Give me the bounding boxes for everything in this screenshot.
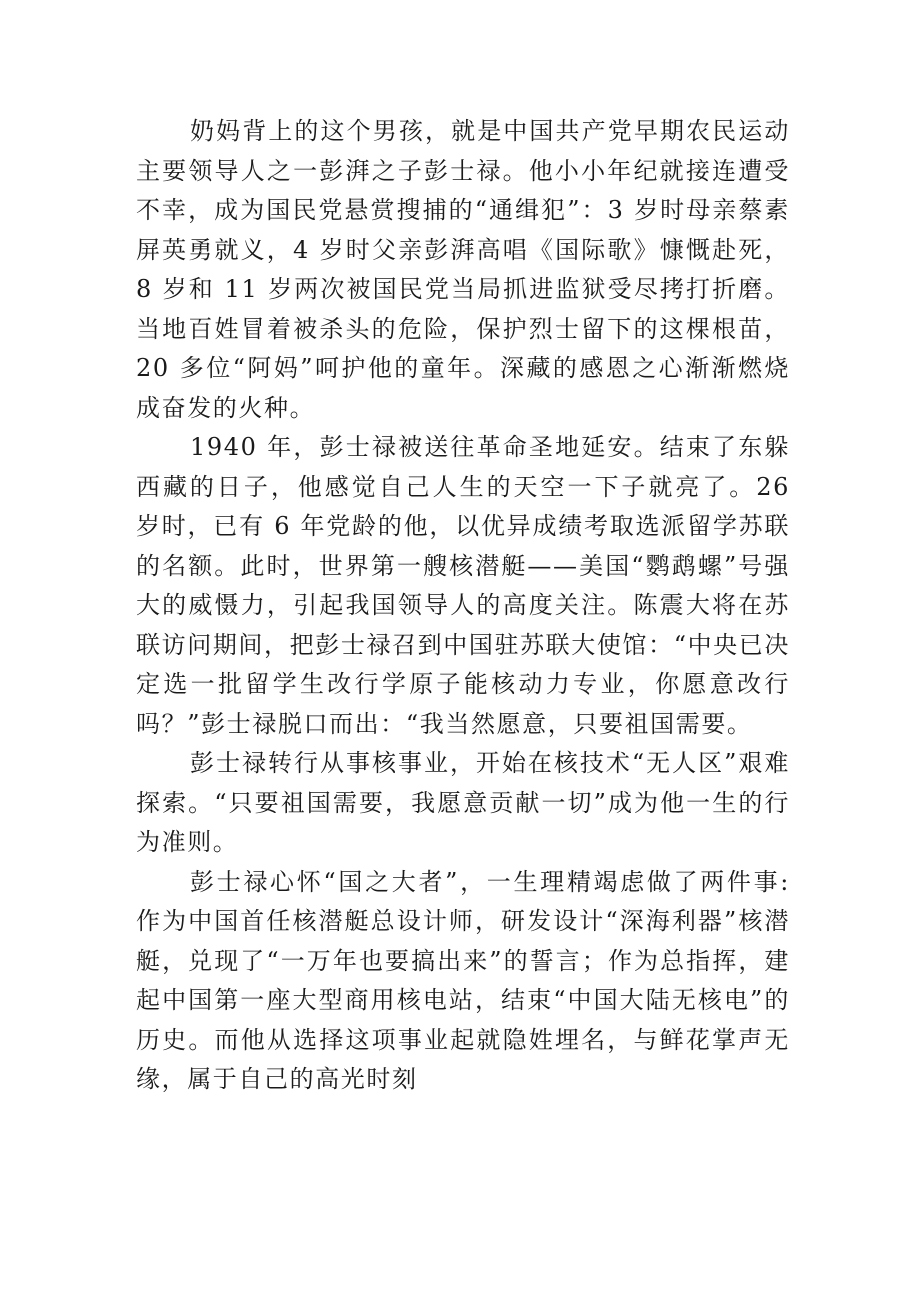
paragraph-1: 奶妈背上的这个男孩，就是中国共产党早期农民运动主要领导人之一彭湃之子彭士禄。他小小年纪就接连遭受不幸，成为国民党悬赏搜捕的“通缉犯”：3 岁时母亲蔡素屏英勇就义，4 岁时父亲彭湃高唱《国际歌》慷慨赴死，8 岁和 11 岁两次被国民党当局抓进监狱受尽拷打折磨。当地百姓冒着被杀头的危险，保护烈士留下的这棵根苗，20 多位“阿妈”呵护他的童年。深藏的感恩之心渐渐燃烧成奋发的火种。 (136, 117, 790, 422)
paragraph-4: 彭士禄心怀“国之大者”，一生理精竭虑做了两件事:作为中国首任核潜艇总设计师，研发设计“深海利器”核潜艇，兑现了“一万年也要搞出来”的誓言；作为总指挥，建起中国第一座大型商用核电站，结束“中国大陆无核电”的历史。而他从选择这项事业起就隐姓埋名，与鲜花掌声无缘，属于自己的高光时刻 (136, 867, 790, 1093)
document-body (136, 112, 790, 1100)
paragraph-3: 彭士禄转行从事核事业，开始在核技术“无人区”艰难探索。“只要祖国需要，我愿意贡献一切”成为他一生的行为准则。 (136, 749, 790, 856)
paragraph-2: 1940 年，彭士禄被送往革命圣地延安。结束了东躲西藏的日子，他感觉自己人生的天空一下子就亮了。26 岁时，已有 6 年党龄的他，以优异成绩考取选派留学苏联的名额。此时，世界第一艘核潜艇——美国“鹦鹉螺”号强大的威慑力，引起我国领导人的高度关注。陈震大将在苏联访问期间，把彭士禄召到中国驻苏联大使馆：“中央已决定选一批留学生改行学原子能核动力专业，你愿意改行吗？”彭士禄脱口而出：“我当然愿意，只要祖国需要。 (136, 433, 790, 738)
